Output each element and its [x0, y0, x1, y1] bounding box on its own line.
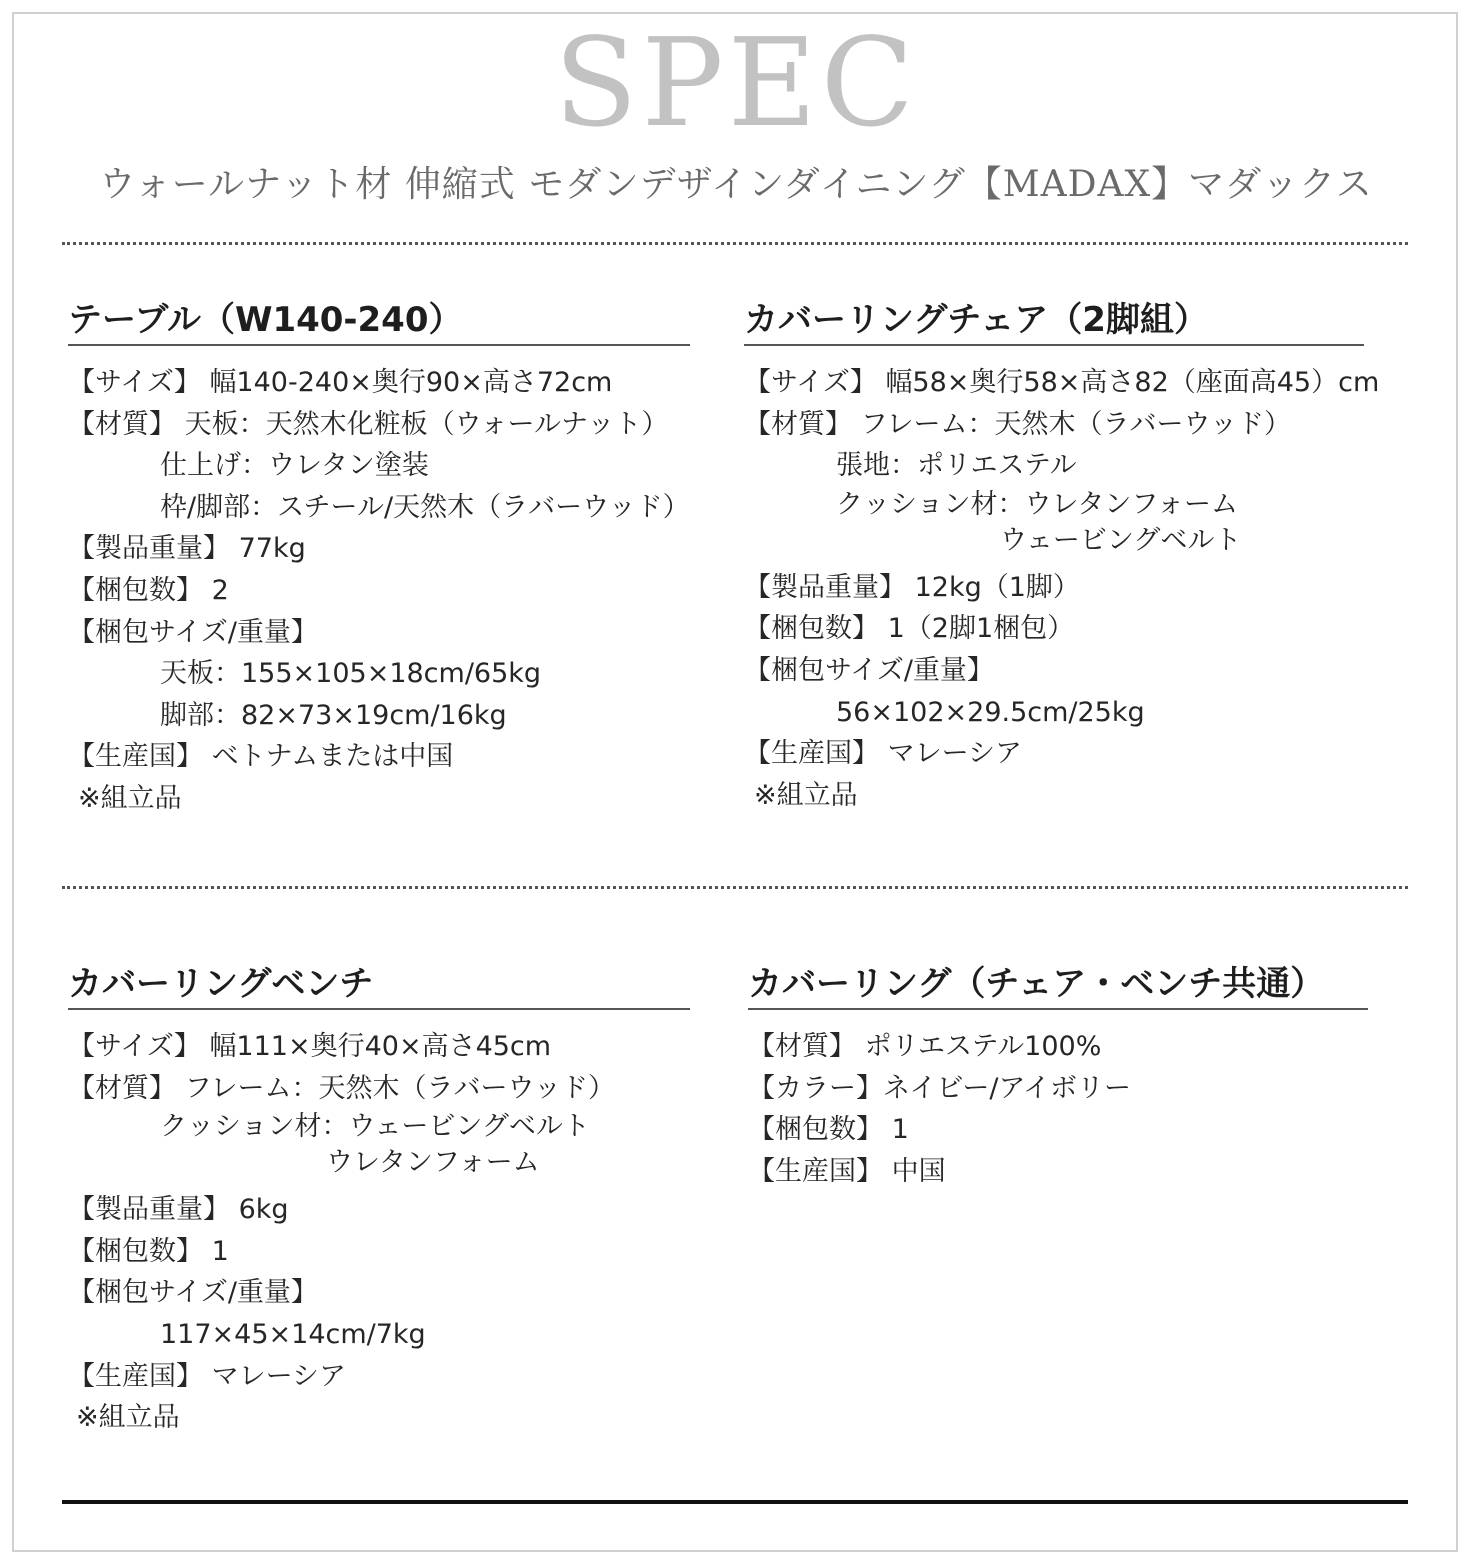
covering-spec-section	[748, 962, 1368, 1192]
table-pack-top-row: 天板：155×105×18cm/65kg	[160, 658, 542, 690]
chair-assembly-note: ※組立品	[754, 779, 858, 811]
bench-origin-row: 【生産国】 マレーシア	[68, 1360, 347, 1392]
covering-origin-row: 【生産国】 中国	[748, 1155, 946, 1187]
covering-spec-heading: カバーリング（チェア・ベンチ共通）	[748, 962, 1368, 1010]
table-pack-size-label: 【梱包サイズ/重量】	[68, 616, 318, 648]
bench-spec-heading: カバーリングベンチ	[68, 962, 690, 1010]
chair-cushion-row: クッション材：ウレタンフォーム	[836, 488, 1239, 520]
spec-title: SPEC	[553, 12, 919, 154]
table-pack-legs-row: 脚部：82×73×19cm/16kg	[160, 699, 507, 731]
covering-color-row: 【カラー】ネイビー/アイボリー	[748, 1072, 1132, 1104]
bench-cushion-row: クッション材：ウェービングベルト	[160, 1111, 590, 1143]
chair-upholstery-row: 張地：ポリエステル	[836, 450, 1077, 482]
bench-material-row: 【材質】 フレーム：天然木（ラバーウッド）	[68, 1072, 615, 1104]
bench-packages-row: 【梱包数】 1	[68, 1235, 229, 1267]
chair-pack-size-row: 56×102×29.5cm/25kg	[836, 696, 1145, 728]
covering-packages-row: 【梱包数】 1	[748, 1114, 909, 1146]
table-assembly-note: ※組立品	[78, 782, 182, 814]
covering-material-row: 【材質】 ポリエステル100%	[748, 1031, 1102, 1062]
table-frame-row: 枠/脚部：スチール/天然木（ラバーウッド）	[160, 491, 690, 523]
table-size-row: 【サイズ】 幅140-240×奥行90×高さ72cm	[68, 367, 613, 398]
table-material-row: 【材質】 天板：天然木化粧板（ウォールナット）	[68, 408, 669, 440]
chair-weight-row: 【製品重量】 12kg（1脚）	[744, 571, 1080, 603]
table-packages-row: 【梱包数】 2	[68, 574, 229, 606]
divider-middle	[62, 886, 1408, 889]
table-spec-heading: テーブル（W140-240）	[68, 298, 690, 346]
table-finish-row: 仕上げ：ウレタン塗装	[160, 450, 429, 482]
bench-foam-row: ウレタンフォーム	[326, 1147, 540, 1179]
chair-webbing-row: ウェービングベルト	[1000, 524, 1242, 556]
bench-pack-size-label: 【梱包サイズ/重量】	[68, 1277, 318, 1309]
product-subtitle: ウォールナット材 伸縮式 モダンデザインダイニング【MADAX】マダックス	[99, 164, 1373, 205]
chair-size-row: 【サイズ】 幅58×奥行58×高さ82（座面高45）cm	[744, 367, 1380, 398]
divider-bottom	[62, 1500, 1408, 1504]
table-origin-row: 【生産国】 ベトナムまたは中国	[68, 741, 454, 773]
chair-packages-row: 【梱包数】 1（2脚1梱包）	[744, 613, 1075, 645]
divider-top	[62, 242, 1408, 245]
table-weight-row: 【製品重量】 77kg	[68, 533, 306, 565]
chair-spec-section	[744, 298, 1380, 816]
bench-weight-row: 【製品重量】 6kg	[68, 1194, 289, 1226]
bench-assembly-note: ※組立品	[76, 1402, 180, 1434]
bench-spec-section	[68, 962, 690, 1439]
chair-spec-heading: カバーリングチェア（2脚組）	[744, 298, 1364, 346]
table-spec-section	[68, 298, 690, 820]
chair-pack-size-label: 【梱包サイズ/重量】	[744, 654, 994, 686]
chair-origin-row: 【生産国】 マレーシア	[744, 738, 1023, 770]
bench-size-row: 【サイズ】 幅111×奥行40×高さ45cm	[68, 1031, 552, 1062]
chair-material-row: 【材質】 フレーム：天然木（ラバーウッド）	[744, 408, 1291, 440]
bench-pack-size-row: 117×45×14cm/7kg	[160, 1318, 426, 1350]
